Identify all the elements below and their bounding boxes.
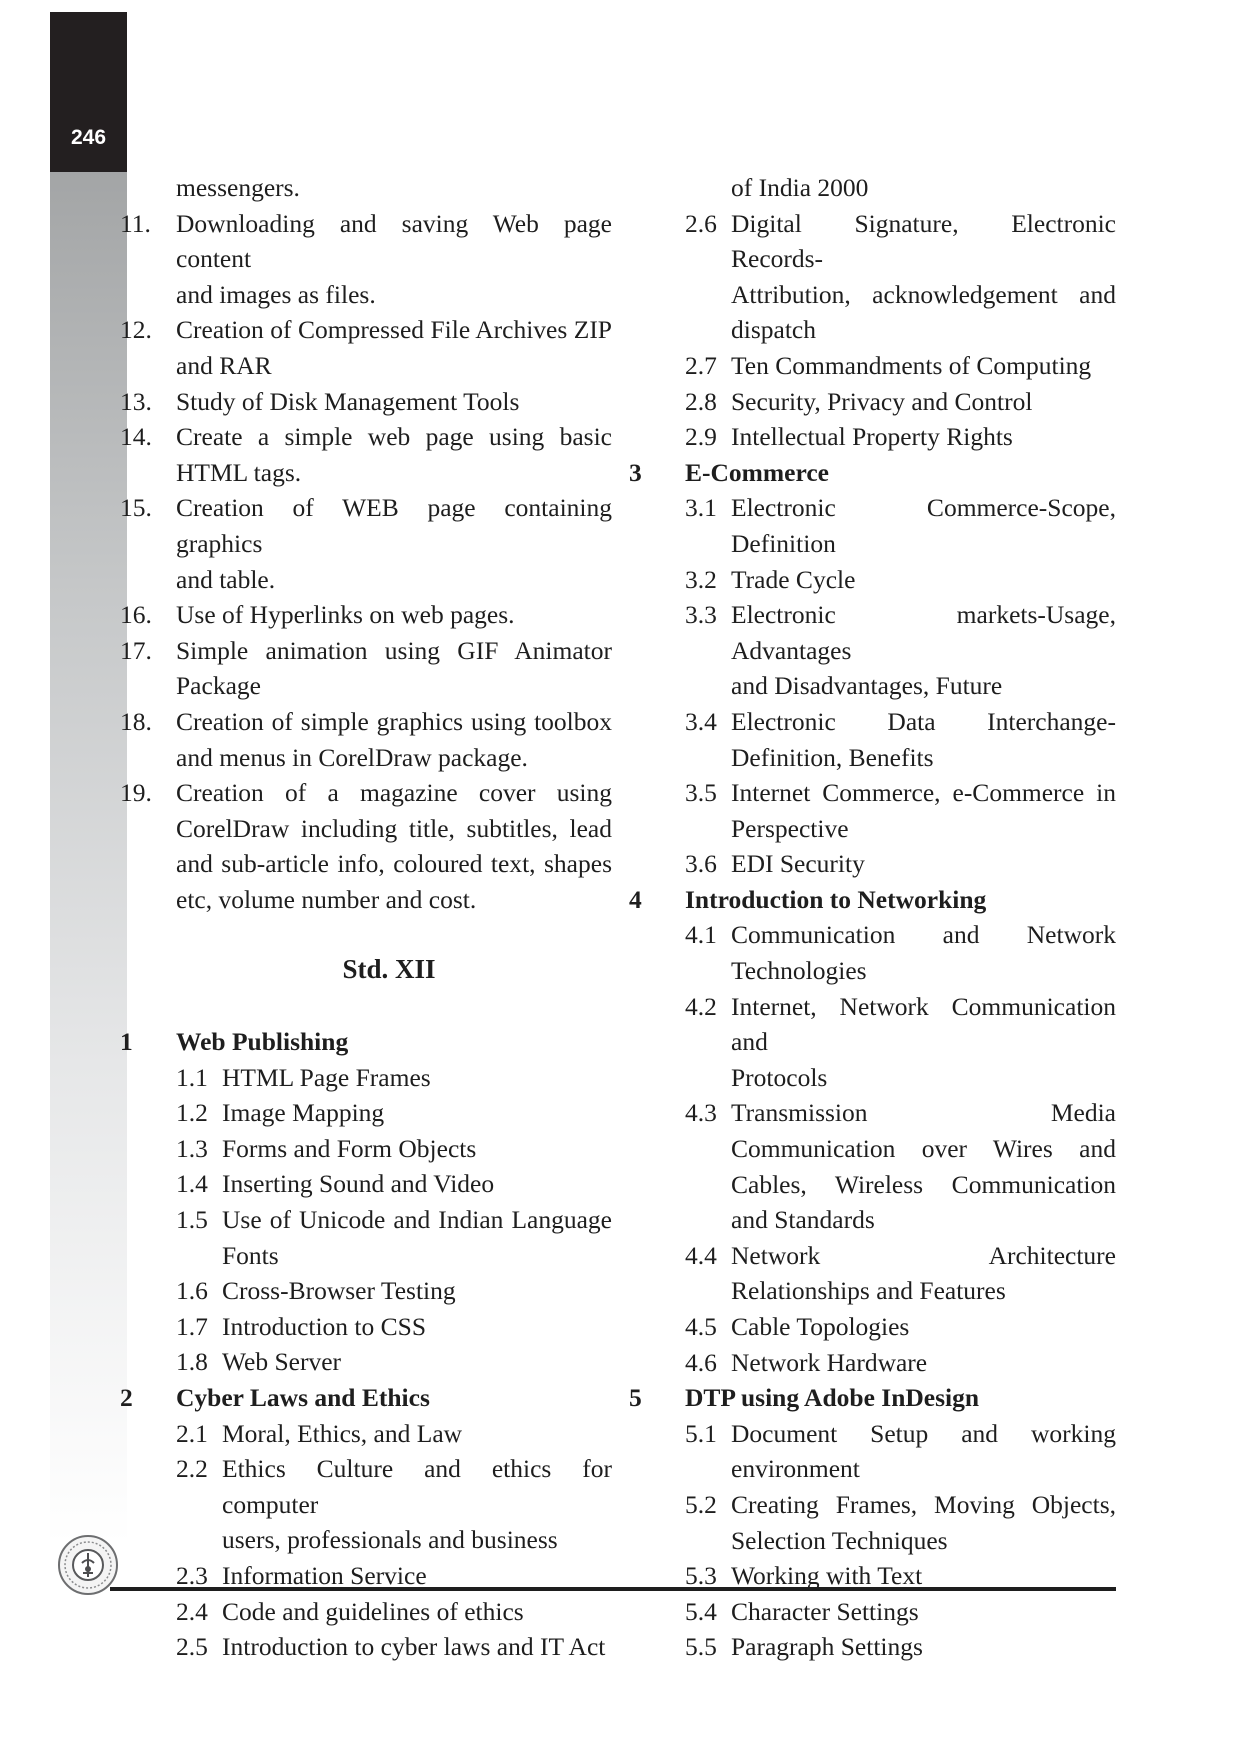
topic-item	[629, 277, 1116, 313]
topic-item-text: and Disadvantages, Future	[731, 671, 1003, 701]
topic-item-text: Creating Frames, Moving Objects,	[731, 1489, 1116, 1519]
topic-item	[120, 1629, 612, 1665]
topic-item-text: Communication and Network	[731, 920, 1116, 950]
list-item-continued	[120, 170, 612, 206]
topic-item-number	[685, 668, 731, 704]
topic-item-text: Network Architecture	[731, 1240, 1116, 1270]
topic-item-text: Cross-Browser Testing	[222, 1276, 456, 1306]
topic-item-text: Security, Privacy and Control	[731, 386, 1033, 416]
topic-item	[629, 419, 1116, 455]
topic-item-text: and Standards	[731, 1205, 875, 1235]
topic-item	[629, 1629, 1116, 1665]
list-item-number: 13.	[120, 386, 152, 416]
list-item-number: 18.	[120, 706, 152, 736]
topic-item	[120, 1202, 612, 1238]
topic-item-number: 5.4	[685, 1596, 717, 1626]
chapter-heading	[629, 882, 1116, 918]
topic-item-number	[685, 740, 731, 776]
topic-item-text: Paragraph Settings	[731, 1632, 923, 1662]
topic-item-text: Cables, Wireless Communication	[731, 1169, 1116, 1199]
std-heading: Std. XII	[342, 954, 436, 985]
topic-item	[629, 1095, 1116, 1131]
topic-item-number: 3.4	[685, 706, 717, 736]
list-item	[120, 668, 612, 704]
topic-item	[629, 490, 1116, 526]
topic-item-text: Internet Commerce, e-Commerce in	[731, 778, 1116, 808]
topic-item-text: Moral, Ethics, and Law	[222, 1418, 463, 1448]
topic-item-number	[685, 312, 731, 348]
list-item	[120, 455, 612, 491]
list-item-number: 12.	[120, 315, 152, 345]
topic-item	[629, 1594, 1116, 1630]
topic-item	[629, 526, 1116, 562]
topic-item-continued-number	[685, 170, 731, 206]
topic-item-text: Digital Signature, Electronic Records-	[731, 208, 1116, 274]
topic-item-text: Image Mapping	[222, 1098, 385, 1128]
topic-item-number: 3.2	[685, 564, 717, 594]
topic-item	[120, 1451, 612, 1522]
list-item-number	[120, 348, 176, 384]
topic-item	[629, 206, 1116, 277]
list-item-number	[120, 740, 176, 776]
topic-item-number: 1.1	[176, 1062, 208, 1092]
topic-item	[629, 1273, 1116, 1309]
topic-item-text: environment	[731, 1454, 860, 1484]
right-column	[629, 170, 1116, 1665]
topic-item-number: 4.3	[685, 1098, 717, 1128]
topic-item-number	[685, 1523, 731, 1559]
topic-item	[629, 989, 1116, 1060]
topic-item-number: 2.1	[176, 1418, 208, 1448]
topic-item	[629, 704, 1116, 740]
list-item-number	[120, 846, 176, 882]
list-item	[120, 740, 612, 776]
topic-item-number: 2.4	[176, 1596, 208, 1626]
list-item-text: Creation of simple graphics using toolbox	[176, 706, 612, 736]
topic-item-number: 4.2	[685, 991, 717, 1021]
topic-item	[120, 1594, 612, 1630]
topic-item	[120, 1522, 612, 1558]
topic-item-number: 4.5	[685, 1312, 717, 1341]
list-item	[120, 490, 612, 561]
topic-item-text: Communication over Wires and	[731, 1134, 1116, 1164]
list-item	[120, 312, 612, 348]
list-item	[120, 882, 612, 918]
topic-item-text: Internet, Network Communication and	[731, 991, 1116, 1057]
topic-item-text: Inserting Sound and Video	[222, 1169, 495, 1199]
list-item-number	[120, 562, 176, 598]
topic-item-text: users, professionals and business	[222, 1525, 558, 1555]
chapter-heading-text: Web Publishing	[176, 1027, 349, 1057]
topic-item-text: Trade Cycle	[731, 564, 856, 594]
topic-item-text: Cable Topologies	[731, 1312, 910, 1341]
list-item-text: Downloading and saving Web page content	[176, 208, 612, 274]
list-item-number	[120, 668, 176, 704]
topic-item-number: 2.6	[685, 208, 717, 238]
list-item-text: and sub-article info, coloured text, shapes	[176, 849, 612, 879]
topic-item-text: Definition, Benefits	[731, 742, 934, 772]
topic-item-number: 1.2	[176, 1098, 208, 1128]
topic-item-number: 3.6	[685, 849, 717, 879]
list-item-text: HTML tags.	[176, 457, 302, 487]
topic-item-number	[685, 1451, 731, 1487]
topic-item	[629, 1345, 1116, 1381]
list-item-text: and menus in CorelDraw package.	[176, 742, 528, 772]
chapter-heading	[120, 1380, 612, 1416]
list-item	[120, 384, 612, 420]
list-item-text: and table.	[176, 564, 276, 594]
topic-item	[629, 1487, 1116, 1523]
list-item-text: Simple animation using GIF Animator	[176, 635, 612, 665]
list-item-text: and RAR	[176, 350, 272, 380]
topic-item	[629, 668, 1116, 704]
topic-item-text: Character Settings	[731, 1596, 919, 1626]
topic-item-text: Electronic Data Interchange-	[731, 706, 1116, 736]
topic-item	[629, 953, 1116, 989]
topic-item-number: 4.4	[685, 1240, 717, 1270]
topic-item-number	[685, 1131, 731, 1167]
topic-item	[629, 811, 1116, 847]
list-item-text: Create a simple web page using basic	[176, 422, 612, 452]
list-item-text: Package	[176, 671, 261, 701]
topic-item-number: 2.5	[176, 1632, 208, 1662]
topic-item	[629, 1309, 1116, 1345]
list-item-number	[120, 455, 176, 491]
list-item-text: Creation of WEB page containing graphics	[176, 493, 612, 558]
topic-item-number	[685, 811, 731, 847]
topic-item	[120, 1344, 612, 1380]
topic-item-number: 3.1	[685, 493, 717, 523]
spacer	[120, 988, 612, 1024]
list-item-number	[120, 811, 176, 847]
topic-item-number: 5.1	[685, 1418, 717, 1448]
page-number-tab	[50, 12, 127, 172]
list-item-number	[120, 882, 176, 918]
topic-item-text: Use of Unicode and Indian Language	[222, 1205, 612, 1235]
topic-item-number: 4.1	[685, 920, 717, 950]
list-item	[120, 419, 612, 455]
topic-item-text: Relationships and Features	[731, 1276, 1006, 1306]
topic-item-text: Electronic markets-Usage, Advantages	[731, 600, 1116, 665]
topic-item-text: Transmission Media	[731, 1098, 1116, 1128]
topic-item-number: 4.6	[685, 1347, 717, 1377]
topic-item	[629, 1558, 1116, 1594]
list-item-text: CorelDraw including title, subtitles, lead	[176, 813, 612, 843]
topic-item	[629, 597, 1116, 668]
topic-item-text: HTML Page Frames	[222, 1062, 431, 1092]
topic-item	[120, 1416, 612, 1452]
list-item	[120, 597, 612, 633]
list-item	[120, 704, 612, 740]
topic-item-number	[685, 1060, 731, 1096]
topic-item-number: 1.4	[176, 1169, 208, 1199]
list-item-number: 15.	[120, 493, 152, 523]
page-number: 246	[70, 126, 107, 149]
topic-item-number	[685, 1273, 731, 1309]
chapter-heading	[120, 1024, 612, 1060]
topic-item-number: 1.5	[176, 1205, 208, 1235]
topic-item-number: 2.3	[176, 1560, 208, 1590]
topic-item	[629, 1060, 1116, 1096]
topic-item	[629, 846, 1116, 882]
topic-item-text: Definition	[731, 528, 836, 558]
topic-item-text: Network Hardware	[731, 1347, 928, 1377]
list-item-continued-text: messengers.	[176, 173, 300, 202]
topic-item	[120, 1558, 612, 1594]
topic-item-number: 1.6	[176, 1276, 208, 1306]
topic-item	[629, 1416, 1116, 1452]
topic-item-number	[685, 953, 731, 989]
list-item-text: etc, volume number and cost.	[176, 884, 477, 914]
topic-item	[120, 1273, 612, 1309]
topic-item	[120, 1131, 612, 1167]
topic-item-text: Perspective	[731, 813, 849, 843]
topic-item-text: Ten Commandments of Computing	[731, 350, 1092, 380]
topic-item-text: Selection Techniques	[731, 1525, 948, 1555]
topic-item	[629, 740, 1116, 776]
list-item-continued-number	[120, 170, 176, 206]
topic-item	[120, 1238, 612, 1274]
topic-item-number: 2.7	[685, 350, 717, 380]
list-item-number: 19.	[120, 778, 152, 808]
topic-item	[629, 917, 1116, 953]
topic-item	[629, 312, 1116, 348]
list-item-text: Study of Disk Management Tools	[176, 386, 520, 416]
topic-item-text: Ethics Culture and ethics for computer	[222, 1454, 612, 1519]
topic-item-text: Code and guidelines of ethics	[222, 1596, 524, 1626]
side-gradient-bar	[50, 172, 127, 1544]
list-item	[120, 277, 612, 313]
list-item-number	[120, 277, 176, 313]
topic-item-number: 2.8	[685, 386, 717, 416]
topic-item-number: 2.2	[176, 1454, 208, 1484]
list-item	[120, 846, 612, 882]
chapter-heading-text: Introduction to Networking	[685, 884, 987, 914]
topic-item	[629, 348, 1116, 384]
topic-item-text: Technologies	[731, 956, 867, 986]
topic-item-number	[176, 1238, 222, 1274]
topic-item-number: 5.5	[685, 1632, 717, 1662]
chapter-heading-text: E-Commerce	[685, 457, 829, 487]
topic-item-number: 3.5	[685, 778, 717, 808]
topic-item-text: Working with Text	[731, 1561, 923, 1591]
topic-item	[120, 1095, 612, 1131]
topic-item	[629, 1202, 1116, 1238]
topic-item-text: Web Server	[222, 1347, 342, 1377]
topic-item	[629, 1523, 1116, 1559]
chapter-heading	[629, 1380, 1116, 1416]
topic-item-text: Protocols	[731, 1062, 828, 1092]
topic-item	[629, 562, 1116, 598]
topic-item-text: dispatch	[731, 315, 816, 345]
topic-item-text: Electronic Commerce-Scope,	[731, 493, 1116, 523]
chapter-heading-number: 1	[120, 1027, 133, 1057]
list-item-number: 16.	[120, 600, 152, 630]
chapter-heading	[629, 455, 1116, 491]
topic-item-text: Forms and Form Objects	[222, 1133, 477, 1163]
topic-item	[629, 1238, 1116, 1274]
list-item-text: Creation of Compressed File Archives ZIP	[176, 315, 612, 345]
topic-item-text: Attribution, acknowledgement and	[731, 279, 1116, 309]
topic-item	[120, 1060, 612, 1096]
topic-item-text: Document Setup and working	[731, 1418, 1116, 1448]
topic-item-number	[685, 1202, 731, 1238]
topic-item-text: Intellectual Property Rights	[731, 422, 1013, 452]
list-item-number: 17.	[120, 635, 152, 665]
topic-item-number	[685, 277, 731, 313]
topic-item-number: 1.3	[176, 1133, 208, 1163]
topic-item-number: 1.7	[176, 1311, 208, 1341]
spacer	[120, 917, 612, 952]
topic-item	[629, 775, 1116, 811]
topic-item-number: 5.3	[685, 1561, 717, 1591]
list-item	[120, 348, 612, 384]
topic-item-number: 2.9	[685, 422, 717, 452]
chapter-heading-number: 4	[629, 884, 642, 914]
topic-item-number: 3.3	[685, 600, 717, 630]
chapter-heading-text: DTP using Adobe InDesign	[685, 1383, 980, 1413]
list-item-text: and images as files.	[176, 279, 376, 309]
topic-item-number: 1.8	[176, 1347, 208, 1377]
list-item	[120, 562, 612, 598]
topic-item	[629, 1167, 1116, 1203]
list-item-text: Creation of a magazine cover using	[176, 778, 612, 808]
topic-item	[629, 1131, 1116, 1167]
topic-item-number	[176, 1522, 222, 1558]
topic-item-number: 5.2	[685, 1489, 717, 1519]
list-item	[120, 206, 612, 277]
topic-item-number	[685, 1167, 731, 1203]
list-item	[120, 811, 612, 847]
topic-item-text: Information Service	[222, 1560, 427, 1590]
list-item-number: 11.	[120, 208, 151, 238]
topic-item-continued-text: of India 2000	[731, 173, 869, 202]
topic-item-text: Introduction to CSS	[222, 1311, 427, 1341]
topic-item	[629, 384, 1116, 420]
topic-item	[629, 1451, 1116, 1487]
topic-item	[120, 1309, 612, 1345]
chapter-heading-number: 3	[629, 457, 642, 487]
topic-item-number	[685, 526, 731, 562]
chapter-heading-text: Cyber Laws and Ethics	[176, 1383, 430, 1412]
left-column	[120, 170, 612, 1665]
list-item	[120, 633, 612, 669]
list-item-number: 14.	[120, 422, 152, 452]
list-item	[120, 775, 612, 811]
topic-item-text: Fonts	[222, 1240, 279, 1270]
topic-item-continued	[629, 170, 1116, 206]
topic-item	[120, 1166, 612, 1202]
list-item-text: Use of Hyperlinks on web pages.	[176, 600, 515, 630]
topic-item-text: Introduction to cyber laws and IT Act	[222, 1632, 606, 1662]
chapter-heading-number: 2	[120, 1383, 133, 1412]
topic-item-text: EDI Security	[731, 849, 865, 879]
chapter-heading-number: 5	[629, 1383, 642, 1413]
